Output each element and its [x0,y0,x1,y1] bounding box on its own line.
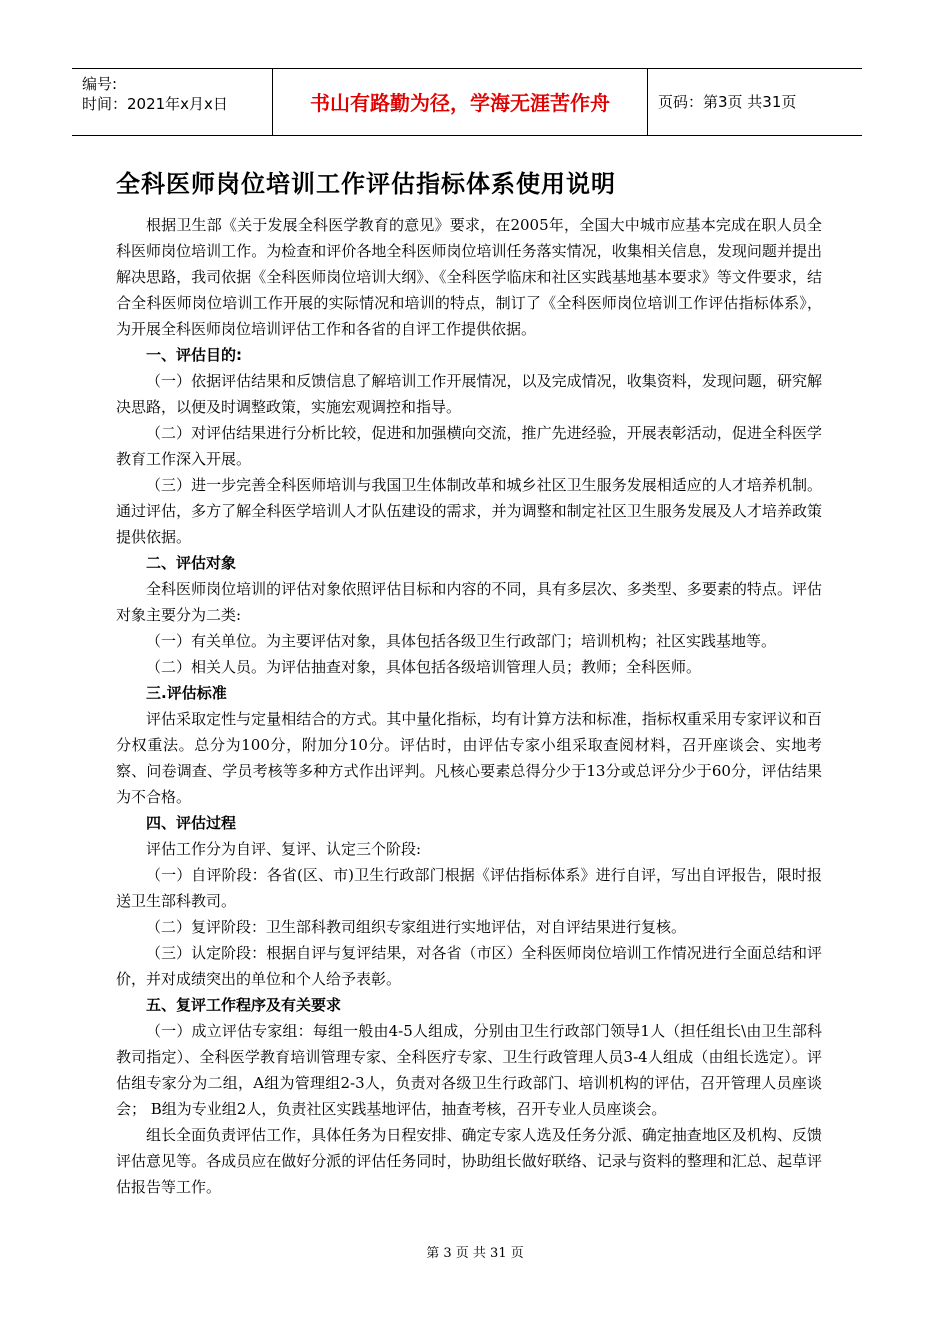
paragraph: 组长全面负责评估工作，具体任务为日程安排、确定专家人选及任务分派、确定抽查地区及机构、反馈评估意见等。各成员应在做好分派的评估任务同时，协助组长做好联络、记录与资料的整理和汇总、起草评估报告等工作。 [116,1126,822,1196]
section-heading-purpose: 一、评估目的: [146,346,242,364]
paragraph: 评估采取定性与定量相结合的方式。其中量化指标，均有计算方法和标准，指标权重采用专家评议和百分权重法。总分为100分，附加分10分。评估时，由评估专家小组采取查阅材料，召开座谈会、实地考察、问卷调查、学员考核等多种方式作出评判。凡核心要素总得分少于13分或总评分少于60分，评估结果为不合格。 [116,710,822,806]
paragraph: （一）依据评估结果和反馈信息了解培训工作开展情况，以及完成情况，收集资料，发现问题，研究解决思路，以便及时调整政策，实施宏观调控和指导。 [116,372,822,416]
paragraph: （一）成立评估专家组：每组一般由4-5人组成，分别由卫生行政部门领导1人（担任组长\由卫生部科教司指定）、全科医学教育培训管理专家、全科医疗专家、卫生行政管理人员3-4人组成（由组长选定）。评估组专家分为二组，A组为管理组2-3人，负责对各级卫生行政部门、培训机构的评估，召开管理人员座谈会； B组为专业组2人，负责社区实践基地评估，抽查考核，召开专业人员座谈会。 [116,1022,822,1118]
section-heading-process: 四、评估过程 [146,814,237,832]
paragraph: 评估工作分为自评、复评、认定三个阶段: [146,840,422,858]
paragraph: 全科医师岗位培训的评估对象依照评估目标和内容的不同，具有多层次、多类型、多要素的特点。评估对象主要分为二类: [116,580,822,624]
paragraph-intro: 根据卫生部《关于发展全科医学教育的意见》要求，在2005年，全国大中城市应基本完成在职人员全科医师岗位培训工作。为检查和评价各地全科医师岗位培训任务落实情况，收集相关信息，发现问题并提出解决思路，我司依据《全科医师岗位培训大纲》、《全科医学临床和社区实践基地基本要求》等文件要求，结合全科医师岗位培训工作开展的实际情况和培训的特点，制订了《全科医师岗位培训工作评估指标体系》，为开展全科医师岗位培训评估工作和各省的自评工作提供依据。 [116,216,822,338]
header-page-info: 页码：第3页 共31页 [658,93,797,111]
document-body [116,212,822,1200]
paragraph: （一）自评阶段：各省(区、市)卫生行政部门根据《评估指标体系》进行自评，写出自评报告，限时报送卫生部科教司。 [116,866,822,910]
paragraph: （二）相关人员。为评估抽查对象，具体包括各级培训管理人员；教师；全科医师。 [146,658,702,676]
page-footer: 第 3 页 共 31 页 [426,1246,524,1261]
paragraph: （二）对评估结果进行分析比较，促进和加强横向交流，推广先进经验，开展表彰活动，促进全科医学教育工作深入开展。 [116,424,822,468]
paragraph: （三）进一步完善全科医师培训与我国卫生体制改革和城乡社区卫生服务发展相适应的人才培养机制。通过评估，多方了解全科医学培训人才队伍建设的需求，并为调整和制定社区卫生服务发展及人才培养政策提供依据。 [116,476,822,546]
section-heading-standards: 三.评估标准 [146,684,227,702]
header-motto-cell [273,69,648,135]
section-heading-review-procedure: 五、复评工作程序及有关要求 [146,996,342,1014]
header-meta-cell [72,69,273,135]
section-heading-objects: 二、评估对象 [146,554,237,572]
motto-text: 书山有路勤为径，学海无涯苦作舟 [310,91,610,115]
paragraph: （二）复评阶段：卫生部科教司组织专家组进行实地评估，对自评结果进行复核。 [146,918,687,936]
paragraph: （三）认定阶段：根据自评与复评结果，对各省（市区）全科医师岗位培训工作情况进行全面总结和评价，并对成绩突出的单位和个人给予表彰。 [116,944,822,988]
header-page-cell [648,69,862,135]
page-header [72,68,862,136]
paragraph: （一）有关单位。为主要评估对象，具体包括各级卫生行政部门；培训机构；社区实践基地等。 [146,632,777,650]
document-title: 全科医师岗位培训工作评估指标体系使用说明 [116,170,616,198]
serial-number-label: 编号: [82,75,118,93]
date-line: 时间：2021年x月x日 [82,95,228,113]
